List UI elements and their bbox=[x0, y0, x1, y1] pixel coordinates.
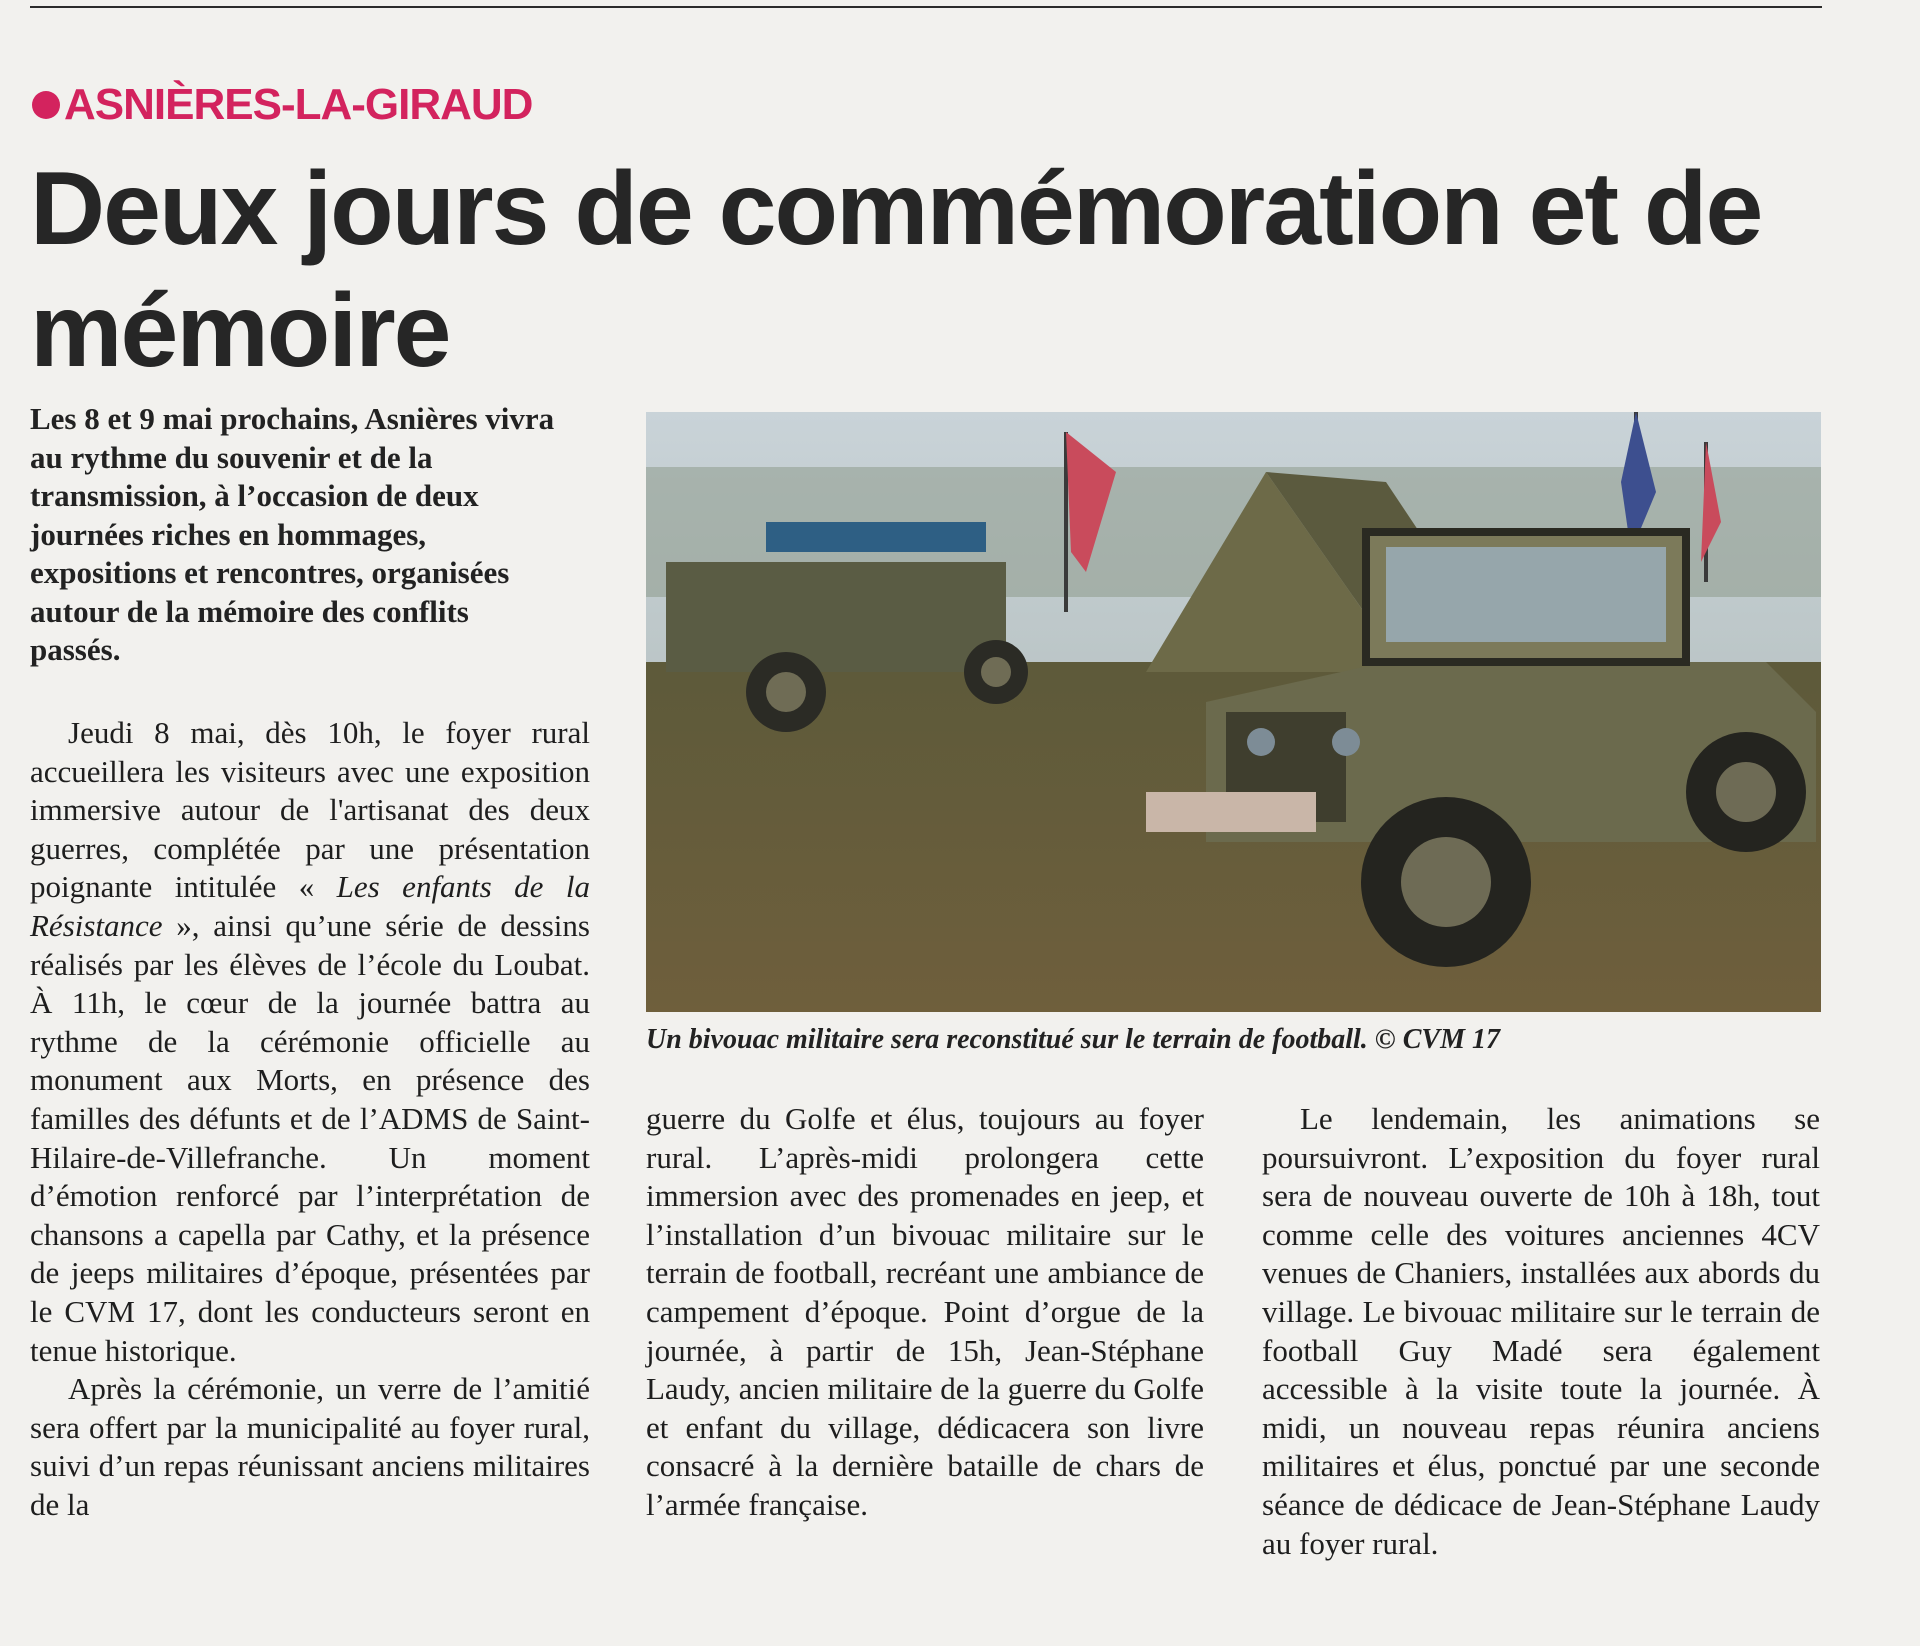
body-column-1 bbox=[30, 714, 590, 1524]
jeep-bivouac-photo-illustration bbox=[646, 412, 1821, 1012]
body-paragraph-1-start: Jeudi 8 mai, dès 10h, le foyer rural accueillera les visiteurs avec une exposition immersive autour de l'artisanat des deux guerres, complétée par une présentation poignante intitulée « bbox=[30, 715, 590, 905]
body-paragraph-2: Après la cérémonie, un verre de l’amitié sera offert par la municipalité au foyer rural, suivi d’un repas réunissant anciens militaires de la bbox=[30, 1371, 590, 1522]
body-paragraph-4: Le lendemain, les animations se poursuivront. L’exposition du foyer rural sera de nouveau ouverte de 10h à 18h, tout comme celle des voitures anciennes 4CV venues de Chaniers, installées aux abords du village. Le bivouac militaire sur le terrain de football Guy Madé sera également accessible à la visite toute la journée. À midi, un nouveau repas réunira anciens militaires et élus, ponctué par une seconde séance de dédicace de Jean-Stéphane Laudy au foyer rural. bbox=[1262, 1101, 1820, 1561]
body-column-2 bbox=[646, 1100, 1204, 1525]
headline: Deux jours de commémoration et de mémoire bbox=[30, 151, 1762, 389]
kicker bbox=[32, 80, 532, 130]
kicker-bullet-icon bbox=[32, 91, 60, 119]
body-paragraph-3: guerre du Golfe et élus, toujours au foyer rural. L’après-midi prolongera cette immersion avec des promenades en jeep, et l’installation d’un bivouac militaire sur le terrain de football, recréant une ambiance de campement d’époque. Point d’orgue de la journée, à partir de 15h, Jean-Stéphane Laudy, ancien militaire de la guerre du Golfe et enfant du village, dédicacera son livre consacré à la dernière bataille de chars de l’armée française. bbox=[646, 1101, 1204, 1522]
lead-paragraph: Les 8 et 9 mai prochains, Asnières vivra au rythme du souvenir et de la transmission, à l’occasion de deux journées riches en hommages, expositions et rencontres, organisées autour de la mémoire des conflits passés. bbox=[30, 401, 555, 667]
photo-caption: Un bivouac militaire sera reconstitué sur le terrain de football. © CVM 17 bbox=[646, 1024, 1500, 1055]
kicker-label: ASNIÈRES-LA-GIRAUD bbox=[64, 80, 533, 129]
top-rule bbox=[30, 6, 1822, 8]
body-column-3 bbox=[1262, 1100, 1820, 1563]
body-paragraph-1 bbox=[30, 714, 590, 1370]
body-paragraph-1-end: », ainsi qu’une série de dessins réalisés par les élèves de l’école du Loubat. À 11h, le cœur de la journée battra au rythme de la cérémonie officielle au monument aux Morts, en présence des familles des défunts et de l’ADMS de Saint-Hilaire-de-Villefranche. Un moment d’émotion renforcé par l’interprétation de chansons a capella par Cathy, et la présence de jeeps militaires d’époque, présentées par le CVM 17, dont les conducteurs seront en tenue historique. bbox=[30, 907, 590, 1368]
article-photo bbox=[646, 412, 1821, 1012]
exhibition-title: Les enfants de la Résistance bbox=[30, 869, 590, 943]
